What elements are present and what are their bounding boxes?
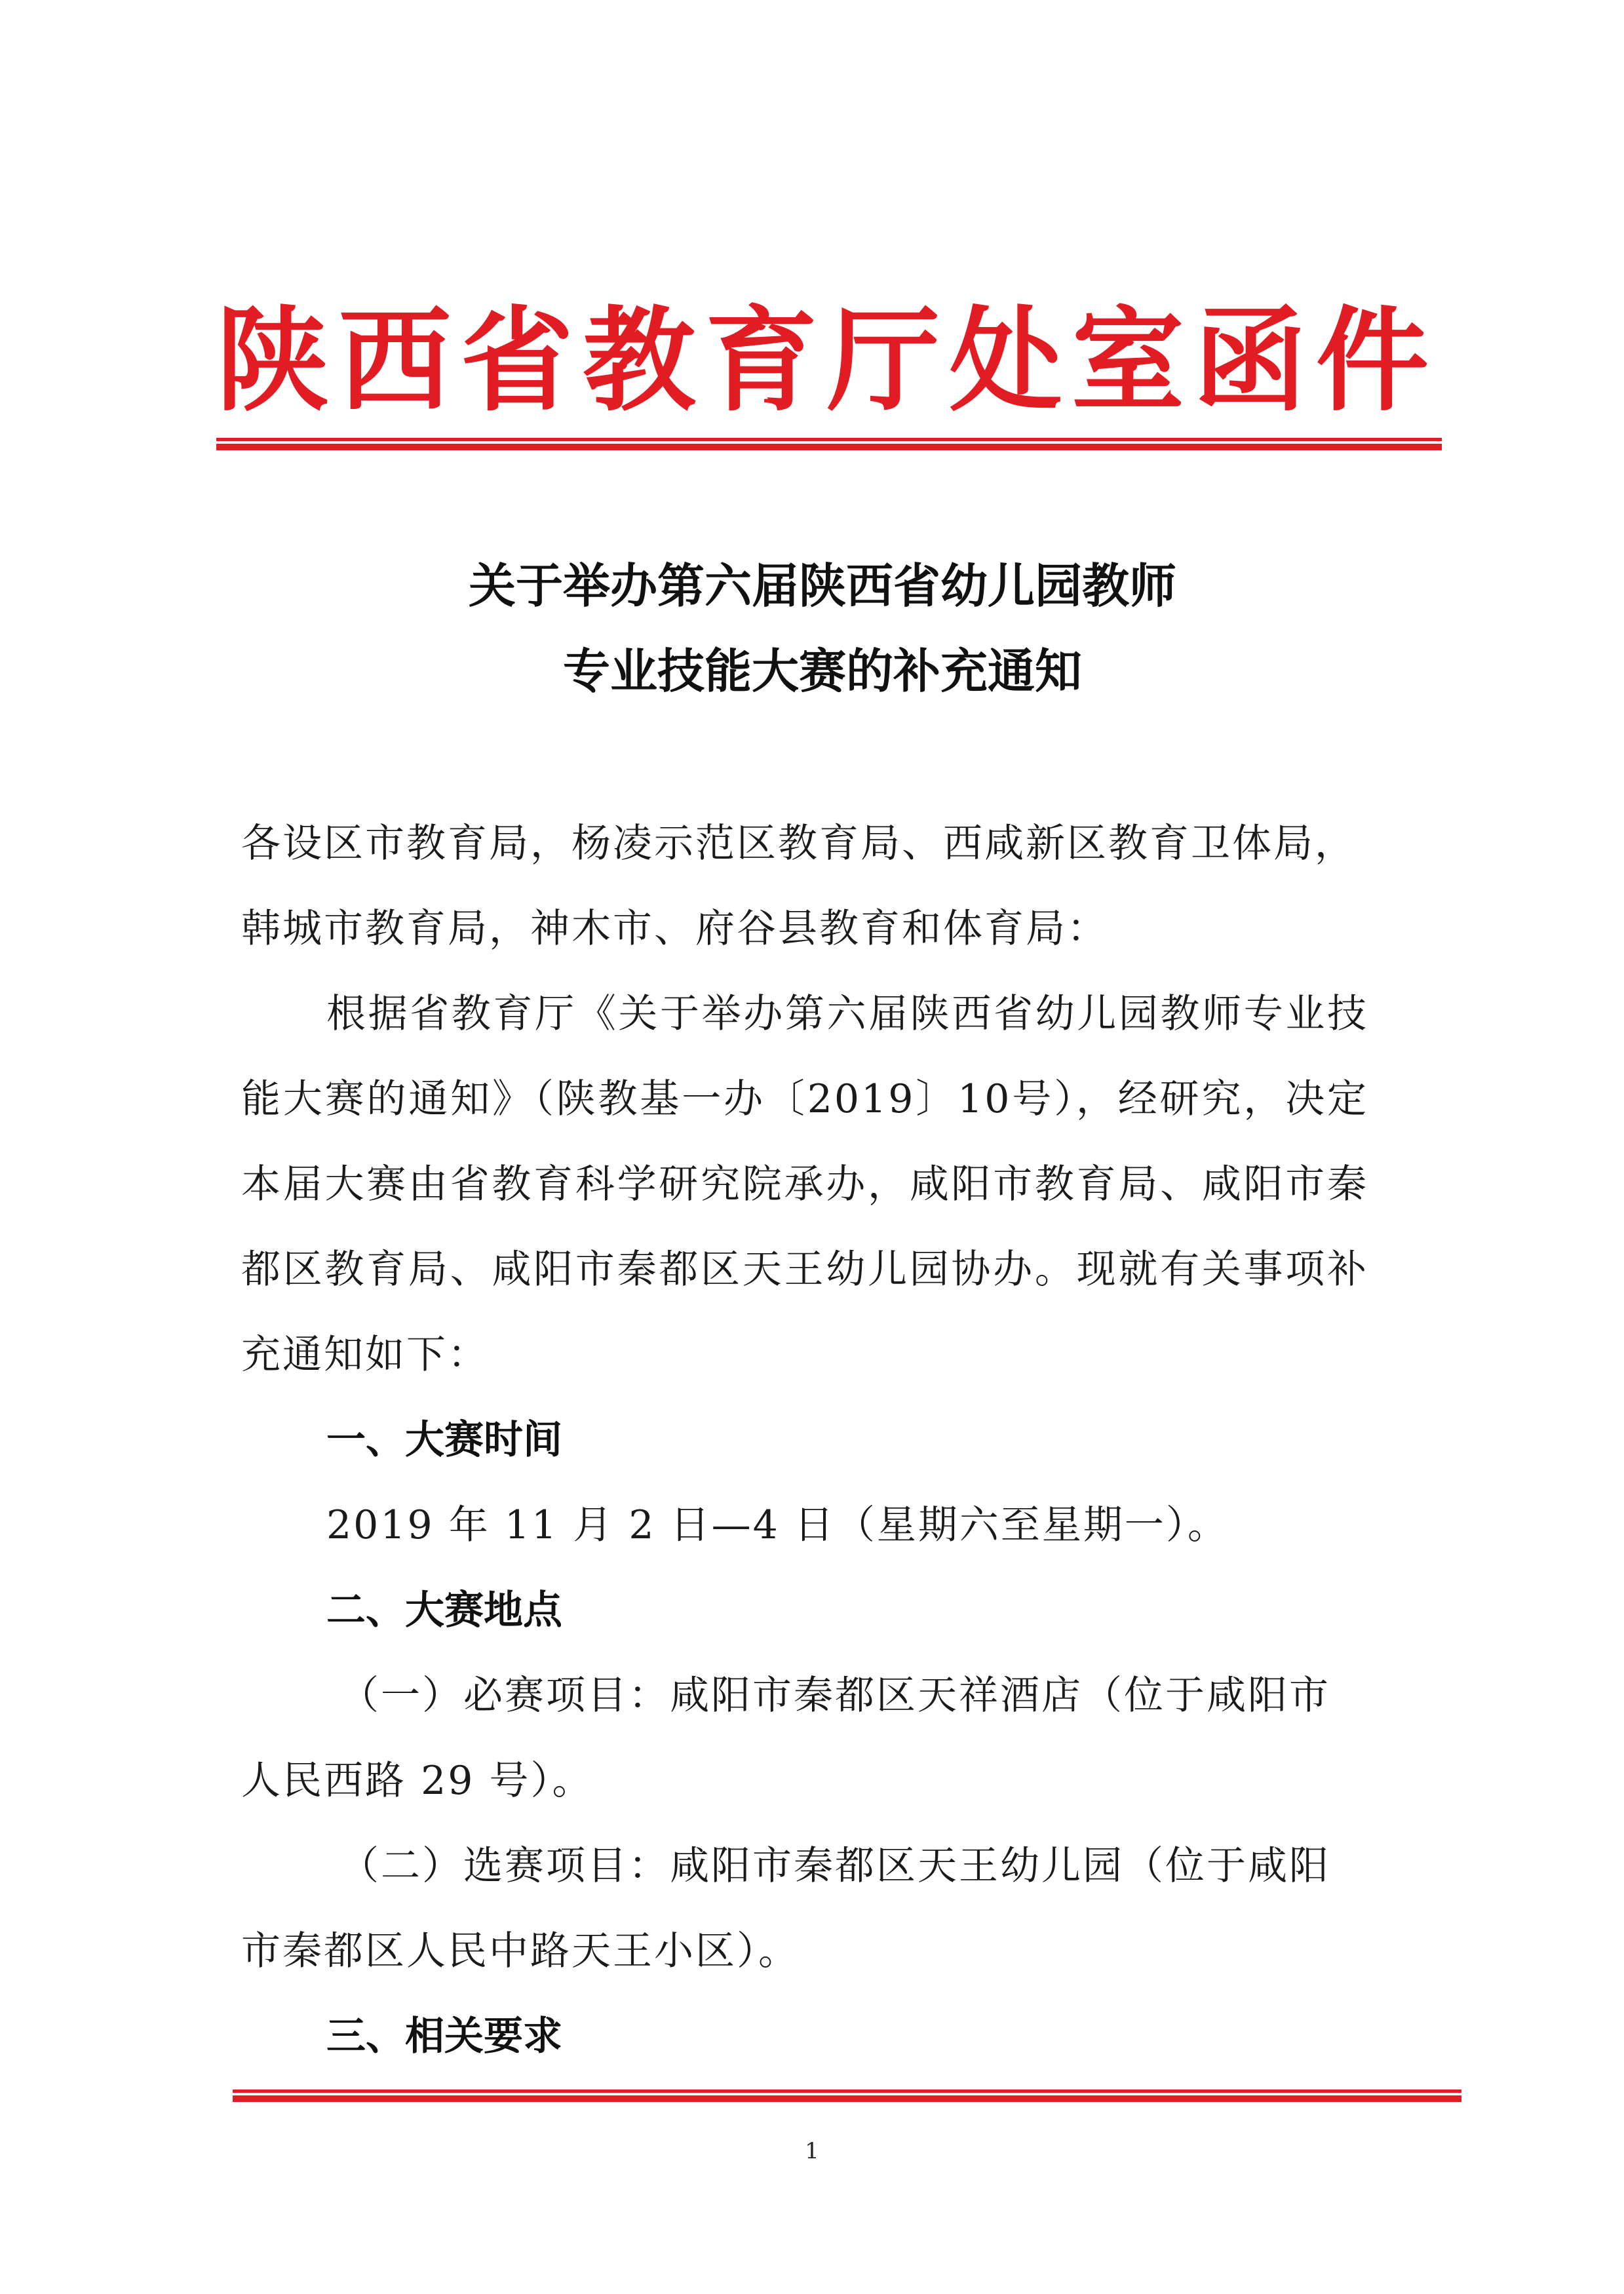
letterhead-char: 西 bbox=[338, 294, 452, 427]
divider-thin-line bbox=[216, 438, 1442, 441]
letterhead-char: 育 bbox=[705, 294, 818, 427]
document-title-line-1: 关于举办第六届陕西省幼儿园教师 bbox=[468, 558, 1176, 613]
event-date-text: 2019 年 11 月 2 日—4 日（星期六至星期一）。 bbox=[326, 1502, 1229, 1548]
divider-thin-line bbox=[233, 2090, 1461, 2093]
divider-thick-line bbox=[216, 444, 1442, 450]
letterhead-divider bbox=[216, 438, 1442, 451]
section-heading-requirements: 三、相关要求 bbox=[326, 2013, 562, 2059]
letterhead-char: 陕 bbox=[216, 294, 329, 427]
footer-divider bbox=[233, 2090, 1461, 2103]
document-title-line-2: 专业技能大赛的补充通知 bbox=[562, 643, 1082, 699]
letterhead-char: 函 bbox=[1193, 294, 1307, 427]
intro-text: 根据省教育厅《关于举办第六届陕西省幼儿园教师专业技能大赛的通知》（陕教基一办〔2019〕10号），经研究，决定本届大赛由省教育科学研究院承办，咸阳市教育局、咸阳市秦都区教育局、咸阳市秦都区天王幼儿园协办。现就有关事项补充通知如下： bbox=[241, 991, 1368, 1378]
letterhead-char: 室 bbox=[1072, 294, 1185, 427]
venue-item-optional bbox=[241, 1823, 1368, 1994]
page-number: 1 bbox=[805, 2138, 819, 2164]
venue-item-optional-text: （二）选赛项目：咸阳市秦都区天王幼儿园（位于咸阳市秦都区人民中路天王小区）。 bbox=[241, 1843, 1330, 1974]
divider-thick-line bbox=[233, 2095, 1461, 2102]
letterhead-char: 处 bbox=[949, 294, 1062, 427]
letterhead-char: 件 bbox=[1315, 294, 1429, 427]
letterhead-char: 省 bbox=[460, 294, 573, 427]
venue-item-required-text: （一）必赛项目：咸阳市秦都区天祥酒店（位于咸阳市人民西路 29 号）。 bbox=[241, 1673, 1330, 1804]
intro-paragraph bbox=[241, 971, 1368, 1397]
section-heading-time: 一、大赛时间 bbox=[326, 1417, 562, 1463]
letterhead-title bbox=[216, 288, 1429, 433]
venue-item-required bbox=[241, 1653, 1368, 1823]
event-date bbox=[326, 1483, 1368, 1568]
letterhead-char: 厅 bbox=[827, 294, 940, 427]
addressee-text: 各设区市教育局，杨凌示范区教育局、西咸新区教育卫体局，韩城市教育局，神木市、府谷县教育和体育局： bbox=[241, 821, 1356, 952]
section-heading-place: 二、大赛地点 bbox=[326, 1587, 562, 1633]
addressee bbox=[241, 801, 1368, 971]
letterhead-char: 教 bbox=[583, 294, 696, 427]
